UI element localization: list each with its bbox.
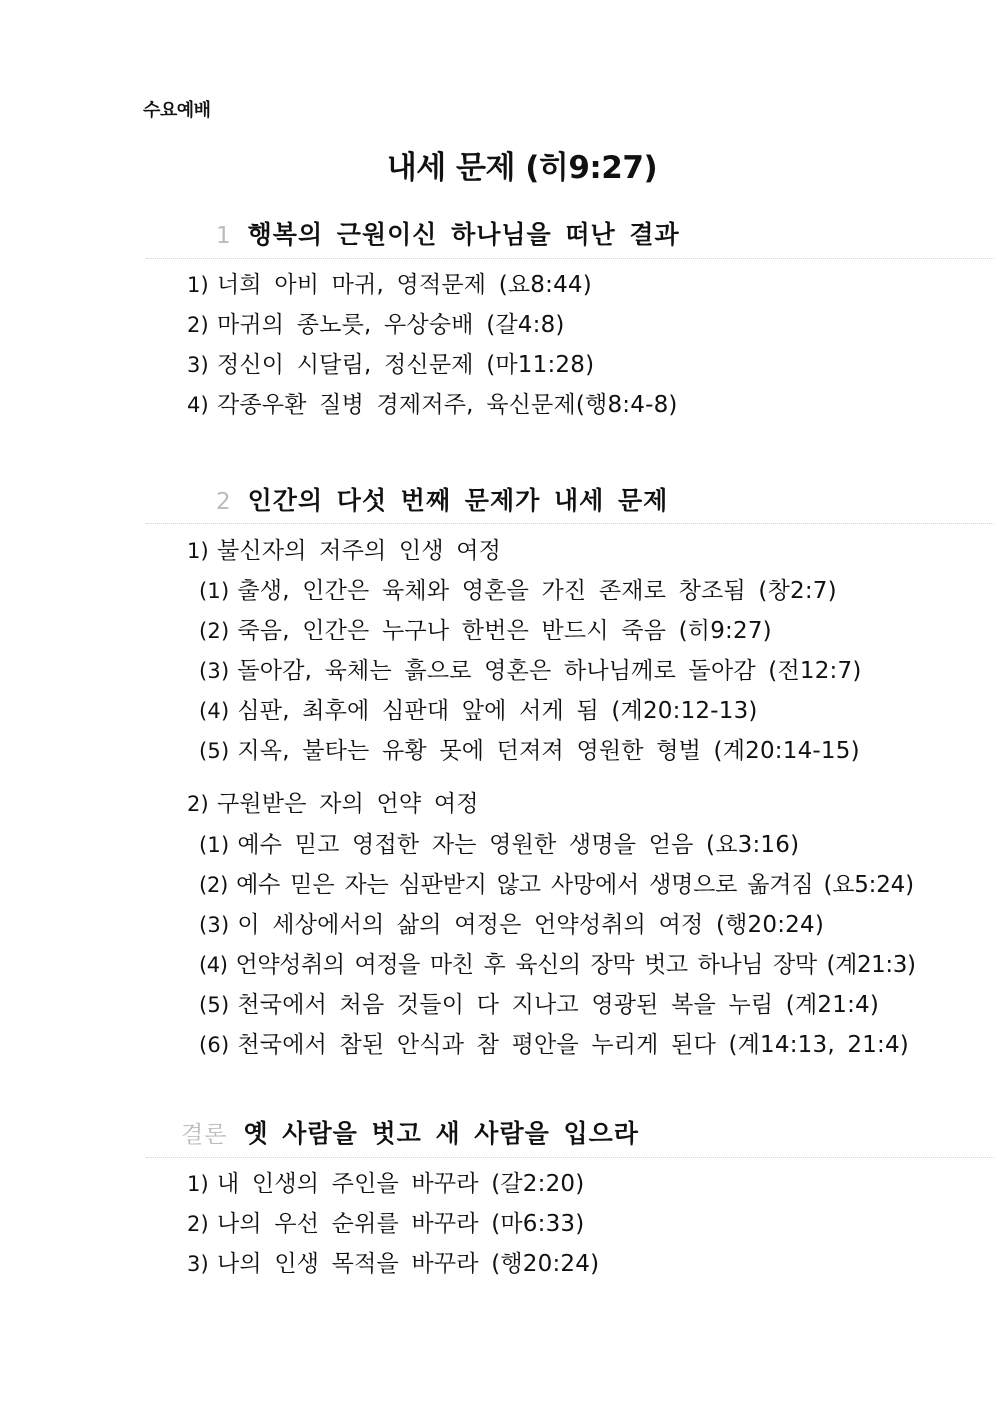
- section-1-number: 1: [216, 223, 232, 249]
- conclusion-label: 결론: [181, 1122, 228, 1148]
- conclusion-divider: [146, 1157, 994, 1158]
- list-item: (1) 예수 믿고 영접한 자는 영원한 생명을 얻음 (요3:16): [199, 832, 800, 858]
- list-item: (4) 심판, 최후에 심판대 앞에 서게 됨 (계20:12-13): [199, 698, 758, 724]
- service-label: 수요예배: [143, 100, 211, 121]
- page-title: 내세 문제 (히9:27): [386, 150, 658, 186]
- sub-heading: 1) 불신자의 저주의 인생 여정: [187, 538, 502, 564]
- section-1-divider: [146, 258, 994, 259]
- list-item: (5) 천국에서 처음 것들이 다 지나고 영광된 복을 누림 (계21:4): [199, 992, 880, 1018]
- list-item: (4) 언약성취의 여정을 마친 후 육신의 장막 벗고 하나님 장막 (계21:3): [199, 952, 916, 978]
- list-item: (1) 출생, 인간은 육체와 영혼을 가진 존재로 창조됨 (창2:7): [199, 578, 837, 604]
- list-item: 3) 나의 인생 목적을 바꾸라 (행20:24): [187, 1251, 600, 1277]
- list-item: (2) 죽음, 인간은 누구나 한번은 반드시 죽음 (히9:27): [199, 618, 772, 644]
- list-item: (3) 이 세상에서의 삶의 여정은 언약성취의 여정 (행20:24): [199, 912, 824, 938]
- list-item: (5) 지옥, 불타는 유황 못에 던져져 영원한 형벌 (계20:14-15): [199, 738, 860, 764]
- conclusion-title: 옛 사람을 벗고 새 사람을 입으라: [243, 1119, 639, 1148]
- list-item: 4) 각종우환 질병 경제저주, 육신문제(행8:4-8): [187, 392, 678, 418]
- section-2-heading: [216, 481, 668, 517]
- list-item: (6) 천국에서 참된 안식과 참 평안을 누리게 된다 (계14:13, 21:4): [199, 1032, 909, 1058]
- section-1-heading: [216, 215, 680, 251]
- list-item: 1) 내 인생의 주인을 바꾸라 (갈2:20): [187, 1171, 585, 1197]
- section-2-divider: [146, 523, 994, 524]
- list-item: (2) 예수 믿은 자는 심판받지 않고 사망에서 생명으로 옮겨짐 (요5:24): [199, 872, 914, 898]
- list-item: 1) 너희 아비 마귀, 영적문제 (요8:44): [187, 272, 592, 298]
- list-item: 3) 정신이 시달림, 정신문제 (마11:28): [187, 352, 595, 378]
- section-2-number: 2: [216, 489, 232, 515]
- conclusion-heading: [181, 1114, 639, 1150]
- list-item: 2) 나의 우선 순위를 바꾸라 (마6:33): [187, 1211, 585, 1237]
- list-item: (3) 돌아감, 육체는 흙으로 영혼은 하나님께로 돌아감 (전12:7): [199, 658, 862, 684]
- list-item: 2) 마귀의 종노릇, 우상숭배 (갈4:8): [187, 312, 565, 338]
- section-1-title: 행복의 근원이신 하나님을 떠난 결과: [247, 220, 680, 249]
- section-2-title: 인간의 다섯 번째 문제가 내세 문제: [247, 486, 669, 515]
- sub-heading: 2) 구원받은 자의 언약 여정: [187, 791, 479, 817]
